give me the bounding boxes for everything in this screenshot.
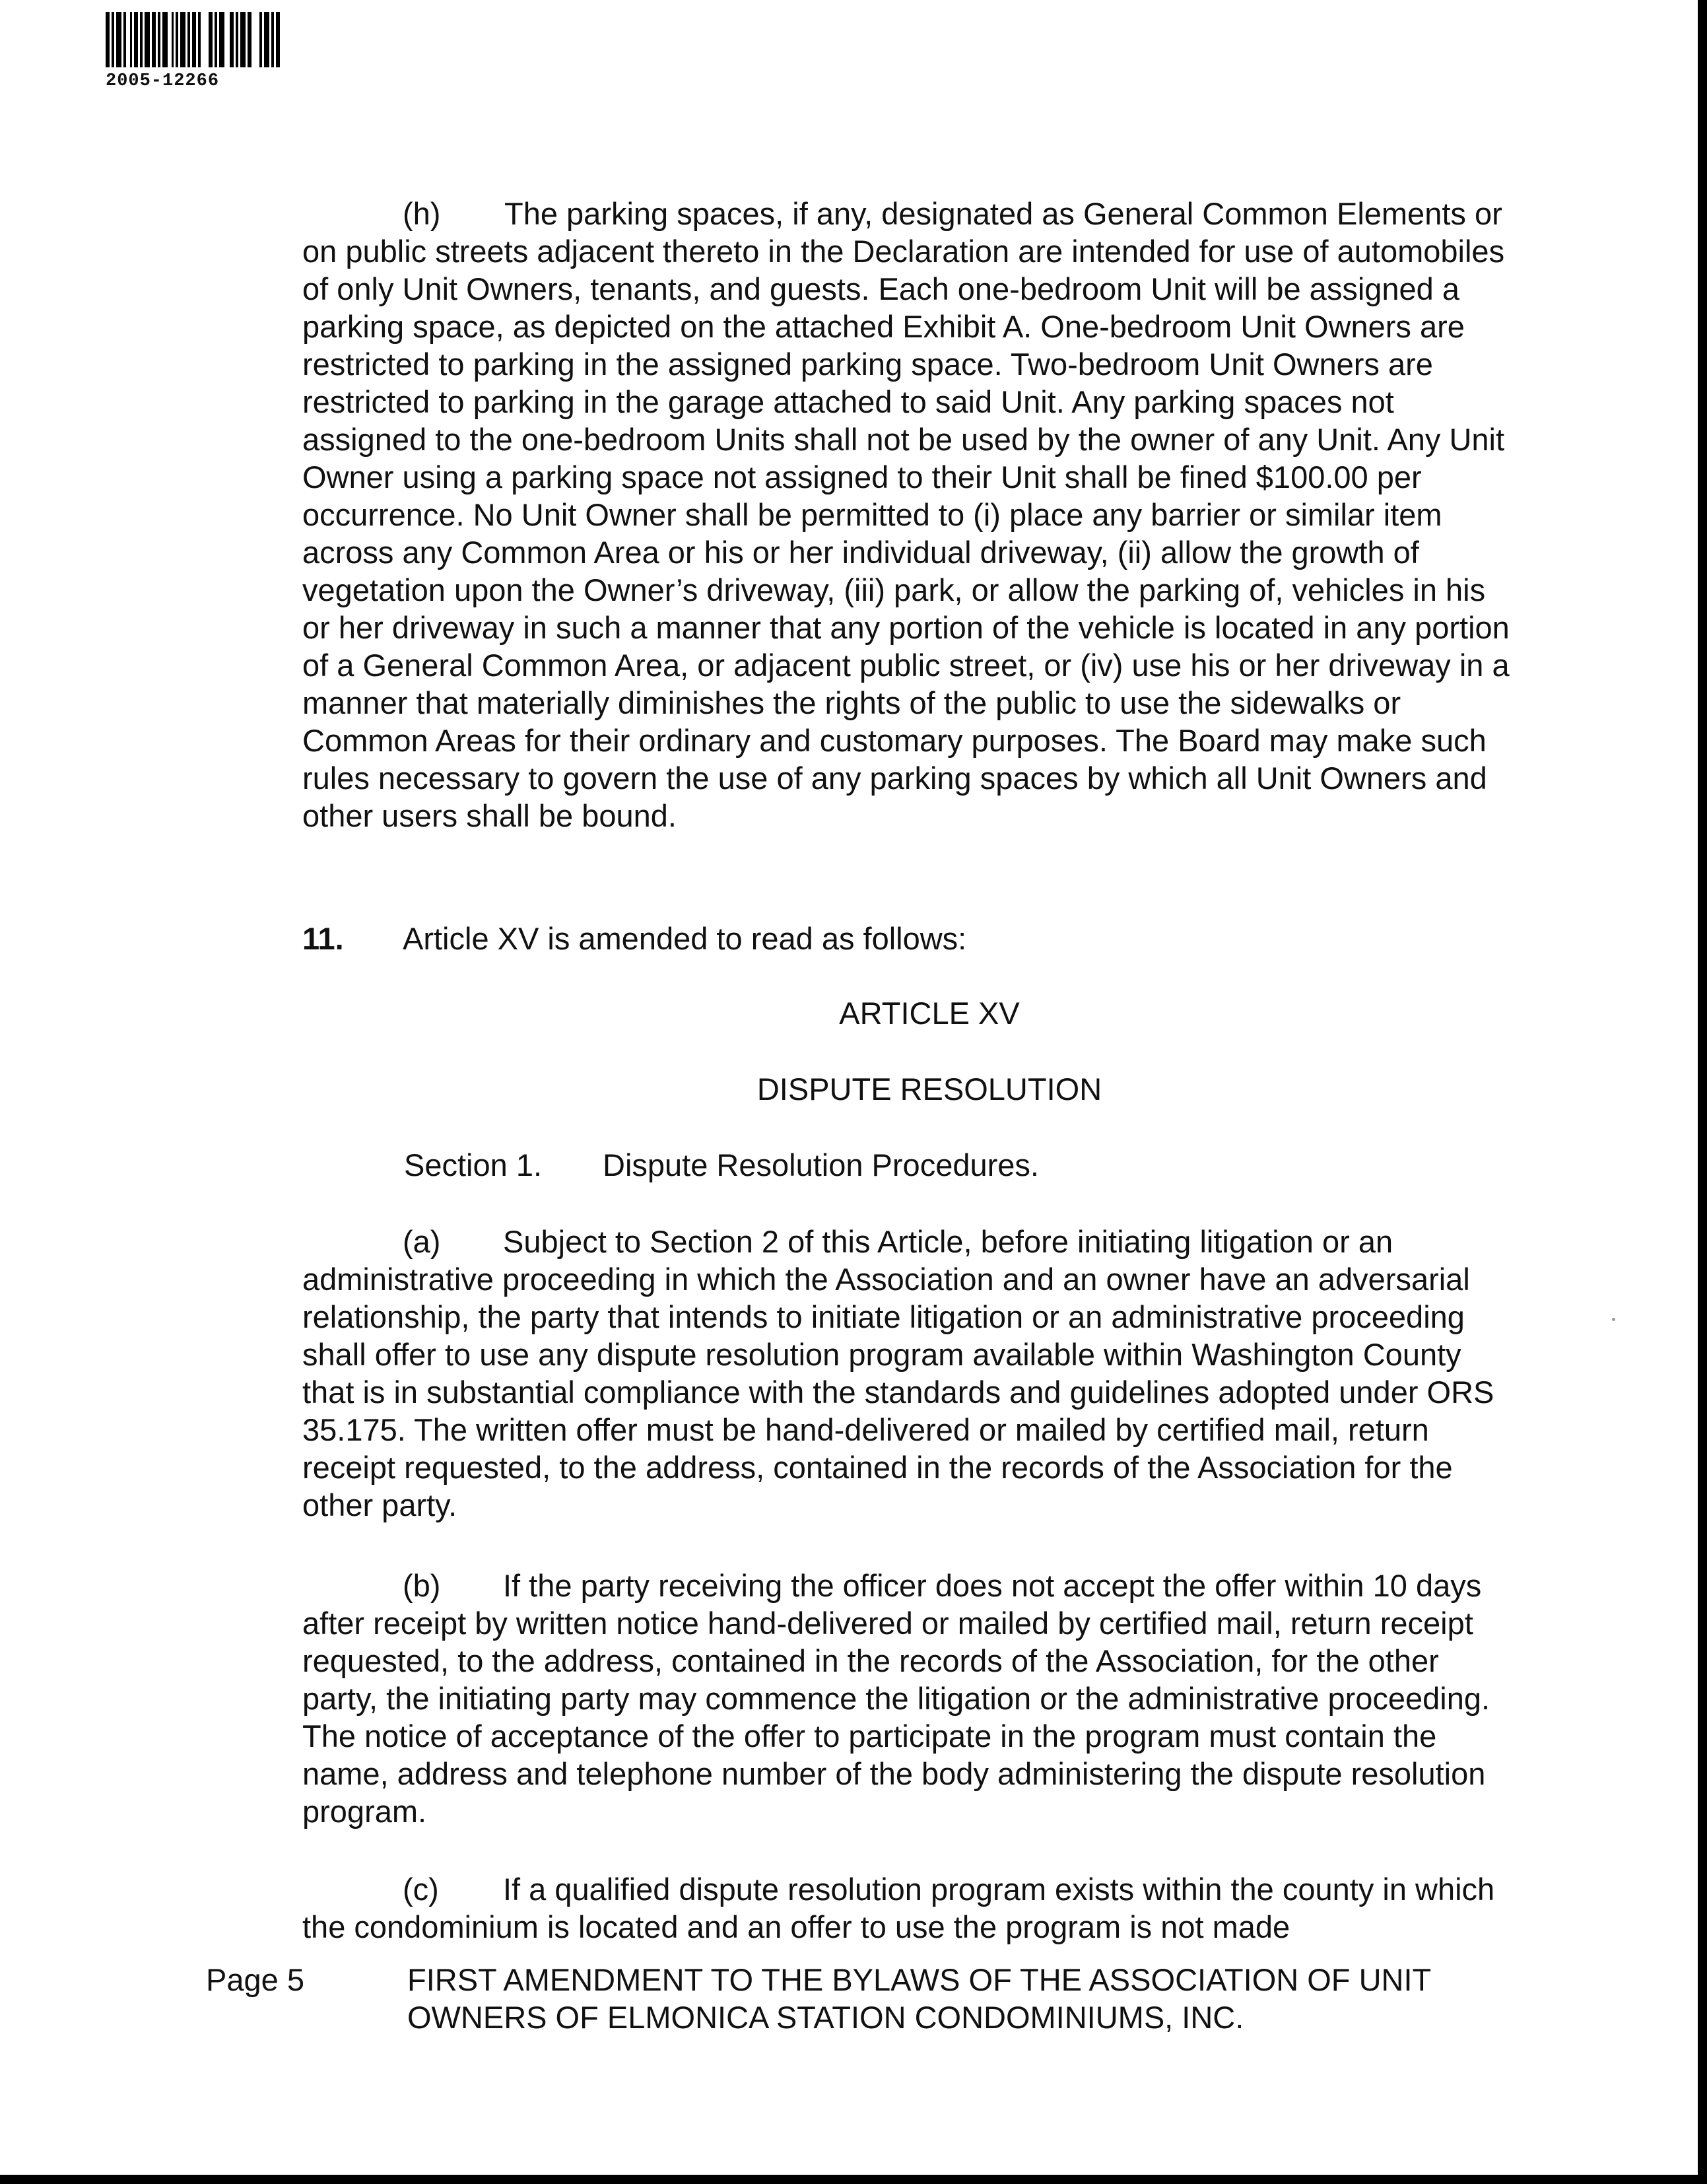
- paragraph-b: [302, 1567, 1510, 1830]
- section-1-label: Section 1.: [404, 1147, 543, 1182]
- barcode-bar: [201, 12, 209, 67]
- footer-page-number: Page 5: [206, 1962, 304, 1997]
- paragraph-c: [302, 1870, 1510, 1946]
- paragraph-b-text: If the party receiving the officer does not accept the offer within 10 days after receipt by written notice hand-delivered or mailed by certified mail, return receipt requested, to the address, contained in the records of the Association, for the other party, the initiating party may commence the litigation or the administrative proceeding. The notice of acceptance of the offer to participate in the program must contain the name, address and telephone number of the body administering the dispute resolution program.: [302, 1568, 1490, 1829]
- article-heading-text: ARTICLE XV: [839, 996, 1020, 1031]
- paragraph-h: [302, 195, 1510, 835]
- barcode-bar: [251, 12, 259, 67]
- barcode-number: 2005-12266: [106, 71, 220, 91]
- footer-document-title: FIRST AMENDMENT TO THE BYLAWS OF THE ASSOCIATION OF UNIT OWNERS OF ELMONICA STATION CONDOMINIUMS, INC.: [407, 1962, 1431, 2035]
- item-11-text: Article XV is amended to read as follows:: [403, 921, 967, 956]
- article-subheading: [0, 1071, 1707, 1107]
- barcode-bar: [219, 12, 224, 67]
- paragraph-a: [302, 1223, 1510, 1524]
- article-subheading-text: DISPUTE RESOLUTION: [756, 1072, 1102, 1107]
- section-1-heading: [404, 1146, 1612, 1184]
- paragraph-c-text: If a qualified dispute resolution program exists within the county in which the condominium is located and an offer to use the program is not made: [302, 1872, 1495, 1944]
- paragraph-a-text: Subject to Section 2 of this Article, before initiating litigation or an administrative proceeding in which the Association and an owner have an adversarial relationship, the party that intends to initiate litigation or an administrative proceeding shall offer to use any dispute resolution program available within Washington County that is in substantial compliance with the standards and guidelines adopted under ORS 35.175. The written offer must be hand-delivered or mailed by certified mail, return receipt requested, to the address, contained in the records of the Association for the other party.: [302, 1224, 1494, 1522]
- barcode-bar: [280, 12, 282, 67]
- paragraph-h-marker: (h): [403, 196, 441, 231]
- paragraph-a-marker: (a): [403, 1224, 441, 1259]
- barcode-bar: [162, 12, 168, 67]
- section-1-title: Dispute Resolution Procedures.: [603, 1147, 1039, 1182]
- barcode-bar: [116, 12, 121, 67]
- paragraph-h-text: The parking spaces, if any, designated as General Common Elements or on public streets adjacent thereto in the Declaration are intended for use of automobiles of only Unit Owners, tenants, and guests. Each one-bedroom Unit will be assigned a parking space, as depicted on the attached Exhibit A. One-bedroom Unit Owners are restricted to parking in the assigned parking space. Two-bedroom Unit Owners are restricted to parking in the garage attached to said Unit. Any parking spaces not assigned to the one-bedroom Units shall not be used by the owner of any Unit. Any Unit Owner using a parking space not assigned to their Unit shall be fined $100.00 per occurrence. No Unit Owner shall be permitted to (i) place any barrier or similar item across any Common Area or his or her individual driveway, (ii) allow the growth of vegetation upon the Owner’s driveway, (iii) park, or allow the parking of, vehicles in his or her driveway in such a manner that any portion of the vehicle is located in any portion of a General Common Area, or adjacent public street, or (iv) use his or her driveway in a manner that materially diminishes the rights of the public to use the sidewalks or Common Areas for their ordinary and customary purposes. The Board may make such rules necessary to govern the use of any parking spaces by which all Unit Owners and other users shall be bound.: [302, 196, 1510, 833]
- barcode-bar: [145, 12, 150, 67]
- scan-speck: [1612, 1318, 1615, 1321]
- item-11: [302, 920, 1510, 957]
- barcode-bar: [180, 12, 185, 67]
- barcode-bars: [106, 12, 409, 67]
- paragraph-c-marker: (c): [403, 1872, 439, 1907]
- page-frame-bottom: [0, 2175, 1707, 2184]
- barcode-bar: [240, 12, 246, 67]
- barcode-bar: [224, 12, 230, 67]
- recording-barcode: [106, 12, 409, 91]
- item-11-number: 11.: [302, 921, 344, 956]
- paragraph-b-marker: (b): [403, 1568, 441, 1603]
- article-heading: [0, 995, 1707, 1031]
- barcode-bar: [264, 12, 269, 67]
